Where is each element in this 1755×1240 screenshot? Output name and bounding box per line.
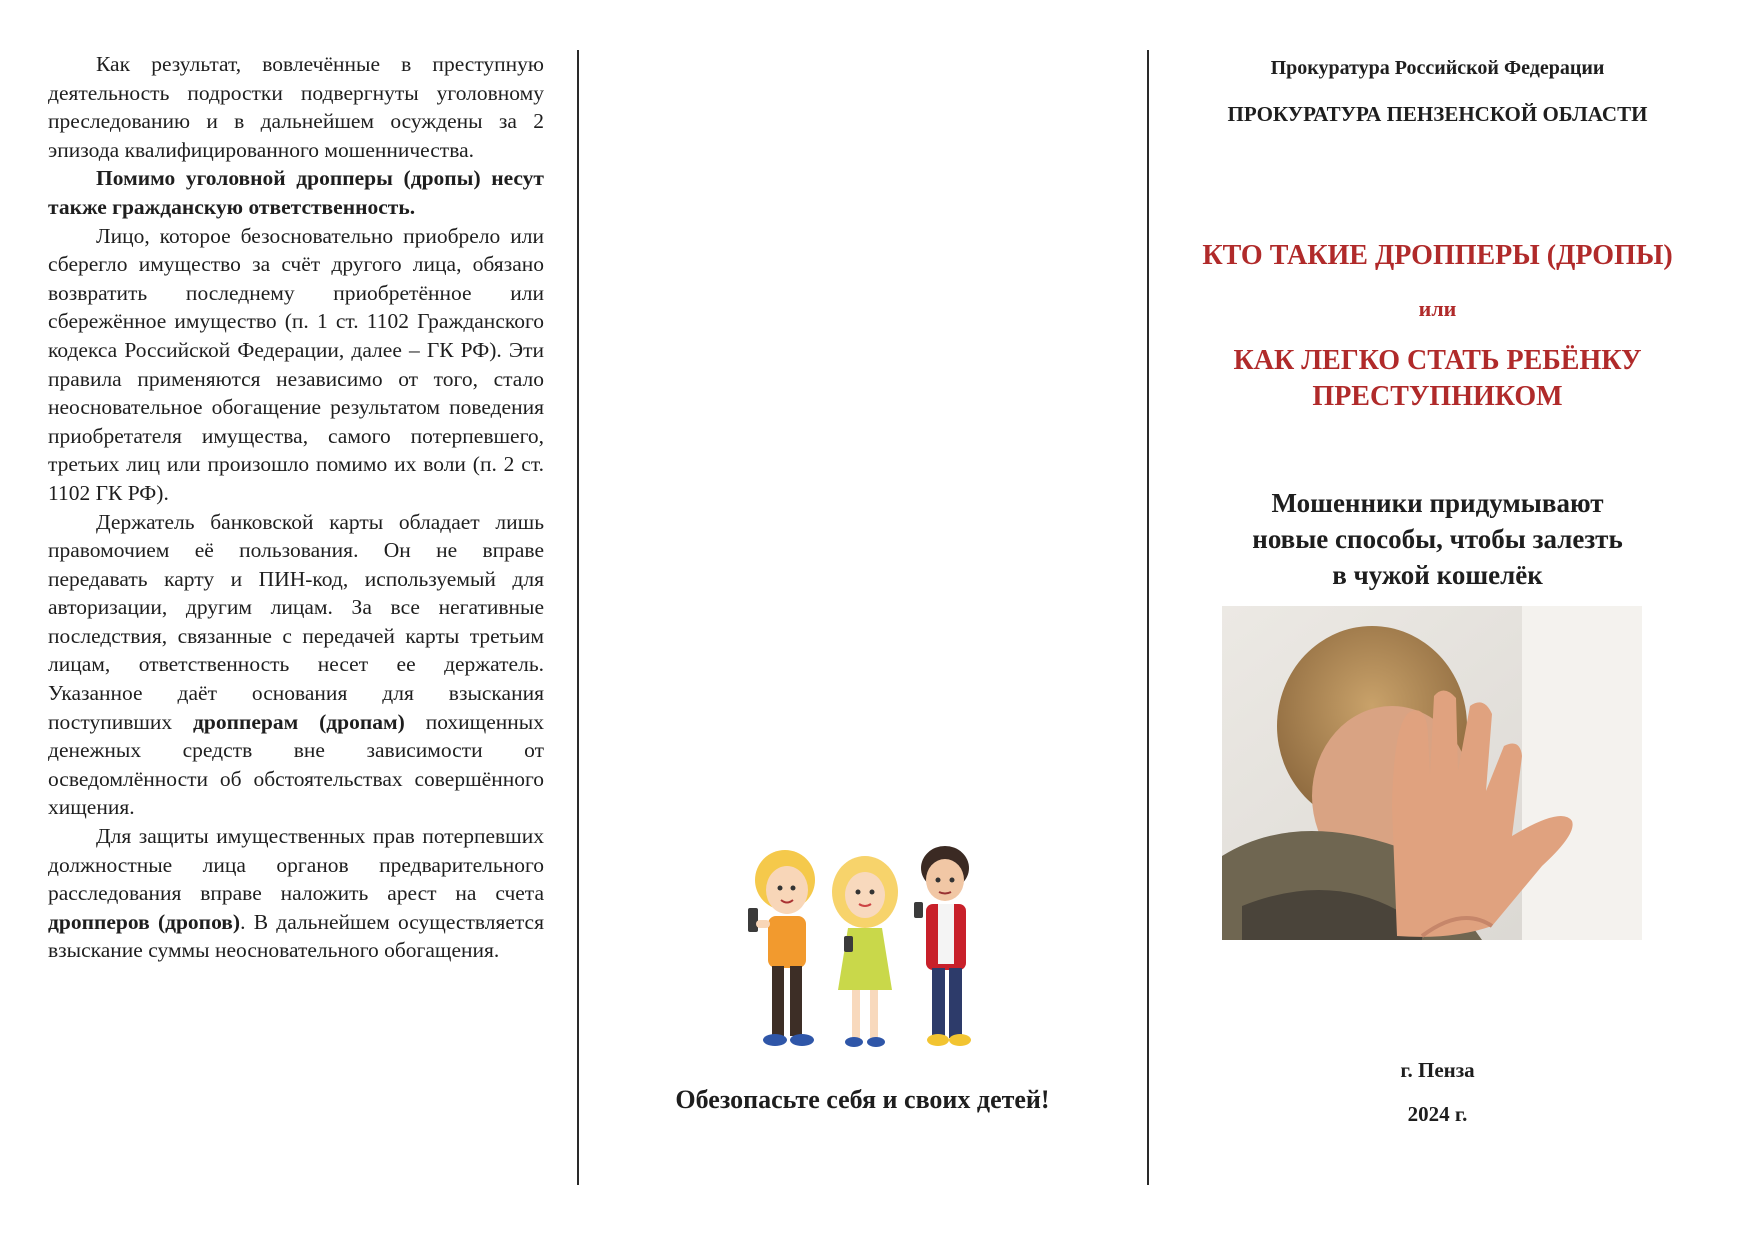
title-or: или xyxy=(1418,296,1457,321)
asset-arrest-text-c: . В дальнейшем осуществляется взыскание суммы неосновательного обогащения. xyxy=(48,909,544,963)
subtitle-line-3: в чужой кошелёк xyxy=(1332,560,1543,590)
paragraph-unjust-enrichment: Лицо, которое безосновательно приобрело или сберегло имущество за счёт другого лица, обязано возвратить последнему приобретённое или сбережённое имущество (п. 1 ст. 1102 Гражданского кодекса Российской Федерации, далее – ГК РФ). Эти правила применяются независимо от того, стало неосновательное обогащение результатом поведения приобретателя имущества, самого потерпевшего, третьих лиц или произошло помимо их воли (п. 2 ст. 1102 ГК РФ). xyxy=(48,223,544,505)
title-line-1: КАК ЛЕГКО СТАТЬ РЕБЁНКУ xyxy=(1233,345,1642,376)
paragraph-civil-liability: Помимо уголовной дропперы (дропы) несут также гражданскую ответственность. xyxy=(48,166,544,219)
kids-with-phones-illustration xyxy=(730,840,990,1060)
header-prosecutor-penza: ПРОКУРАТУРА ПЕНЗЕНСКОЙ ОБЛАСТИ xyxy=(1227,102,1648,126)
kid-girl-green-dress xyxy=(832,856,898,1047)
kid-boy-red-jacket xyxy=(914,846,971,1046)
subtitle-line-2: новые способы, чтобы залезть xyxy=(1252,524,1623,554)
paragraph-card-holder xyxy=(48,508,544,823)
subtitle-fraudsters xyxy=(1160,485,1715,593)
paragraph-conviction: Как результат, вовлечённые в преступную деятельность подростки подвергнуты уголовному преследованию и в дальнейшем осуждены за 2 эпизода квалифицированного мошенничества. xyxy=(48,52,544,162)
card-holder-text-bold: дропперам (дропам) xyxy=(193,709,405,734)
title-how-child-becomes-criminal xyxy=(1160,343,1715,415)
year-label: 2024 г. xyxy=(1407,1102,1468,1126)
child-stop-hand-photo xyxy=(1222,606,1642,940)
title-who-are-droppers: КТО ТАКИЕ ДРОППЕРЫ (ДРОПЫ) xyxy=(1202,240,1673,271)
subtitle-line-1: Мошенники придумывают xyxy=(1271,488,1604,518)
kid-boy-orange xyxy=(748,850,815,1046)
asset-arrest-text-a: Для защиты имущественных прав потерпевших должностные лица органов предварительного расследования вправе наложить арест на счета xyxy=(48,824,544,906)
city-label: г. Пенза xyxy=(1400,1058,1475,1082)
card-holder-text-c: похищенных денежных средств вне зависимости от осведомлённости об обстоятельствах совершённого хищения. xyxy=(48,709,544,820)
card-holder-text-a: Держатель банковской карты обладает лишь правомочием её пользования. Он не вправе передавать карту и ПИН-код, используемый для авторизации, другим лицам. За все негативные последствия, связанные с передачей карты третьим лицам, ответственность несет ее держатель. Указанное даёт основания для взыскания поступивших xyxy=(48,509,544,734)
safety-slogan: Обезопасьте себя и своих детей! xyxy=(675,1085,1050,1114)
header-prosecutor-rf: Прокуратура Российской Федерации xyxy=(1270,57,1605,79)
panel-divider-left xyxy=(577,50,579,1185)
title-line-2: ПРЕСТУПНИКОМ xyxy=(1312,381,1563,412)
asset-arrest-text-bold: дропперов (дропов) xyxy=(48,909,241,934)
left-panel xyxy=(48,50,544,965)
panel-divider-right xyxy=(1147,50,1149,1185)
paragraph-asset-arrest xyxy=(48,822,544,965)
